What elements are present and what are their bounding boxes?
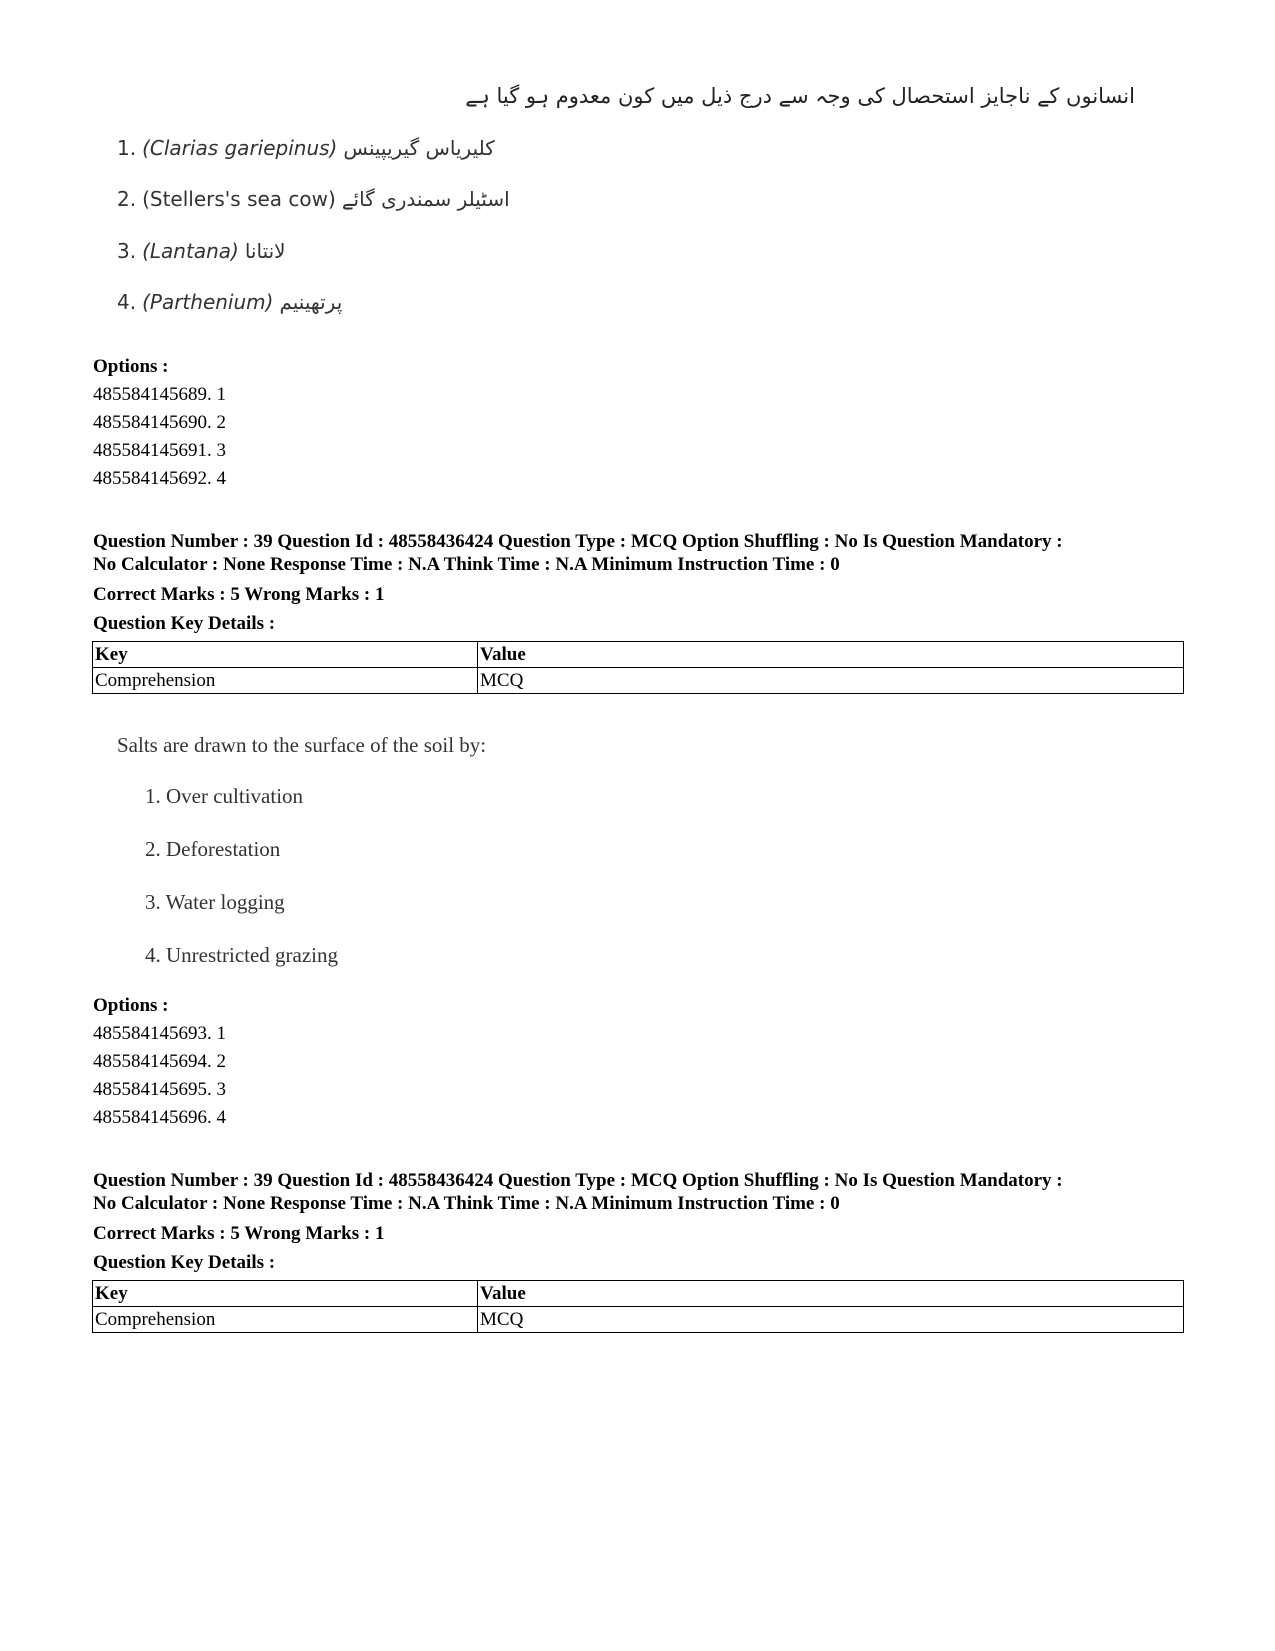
table-cell-key: Comprehension — [93, 668, 478, 694]
question-b-options-label: Options : — [93, 995, 169, 1016]
question-a-option-1: 485584145689. 1 — [93, 384, 226, 405]
question-a-item-3: 3. (Lantana) لانتانا — [117, 239, 286, 263]
table-cell-key: Comprehension — [93, 1307, 478, 1333]
table-header-key: Key — [93, 642, 478, 668]
question-b-marks: Correct Marks : 5 Wrong Marks : 1 — [93, 584, 385, 605]
question-b-item-4: 4. Unrestricted grazing — [145, 943, 339, 967]
question-b-item-2: 2. Deforestation — [145, 837, 281, 861]
question-c-meta — [93, 1169, 1203, 1215]
table-header-row — [93, 1281, 1184, 1307]
question-c-meta-line-1: Question Number : 39 Question Id : 48558436424 Question Type : MCQ Option Shuffling : No Is Question Mandatory : — [93, 1170, 1063, 1191]
question-c-marks: Correct Marks : 5 Wrong Marks : 1 — [93, 1223, 385, 1244]
question-a-item-2: 2. (Stellers's sea cow) اسٹیلر سمندری گائے — [117, 187, 510, 211]
question-b-option-3: 485584145695. 3 — [93, 1079, 226, 1100]
question-a-item-4: 4. (Parthenium) پرتھینیم — [117, 290, 343, 314]
question-b-key-table — [92, 641, 1184, 694]
question-b-option-2: 485584145694. 2 — [93, 1051, 226, 1072]
question-a-urdu-stem: انسانوں کے ناجایز استحصال کی وجہ سے درج ذیل میں کون معدوم ہو گیا ہے — [465, 84, 1135, 108]
question-b-meta — [93, 530, 1203, 576]
question-a-options-label: Options : — [93, 356, 169, 377]
table-header-row — [93, 642, 1184, 668]
table-cell-value: MCQ — [478, 1307, 1184, 1333]
question-c-meta-line-2: No Calculator : None Response Time : N.A Think Time : N.A Minimum Instruction Time : 0 — [93, 1193, 840, 1214]
question-a-option-4: 485584145692. 4 — [93, 468, 226, 489]
question-b-meta-line-2: No Calculator : None Response Time : N.A Think Time : N.A Minimum Instruction Time : 0 — [93, 554, 840, 575]
table-row — [93, 1307, 1184, 1333]
question-b-option-4: 485584145696. 4 — [93, 1107, 226, 1128]
table-header-key: Key — [93, 1281, 478, 1307]
question-b-item-1: 1. Over cultivation — [145, 784, 304, 808]
table-header-value: Value — [478, 1281, 1184, 1307]
table-header-value: Value — [478, 642, 1184, 668]
question-b-stem: Salts are drawn to the surface of the soil by: — [117, 733, 487, 757]
table-cell-value: MCQ — [478, 668, 1184, 694]
question-b-meta-line-1: Question Number : 39 Question Id : 48558436424 Question Type : MCQ Option Shuffling : No Is Question Mandatory : — [93, 531, 1063, 552]
question-b-option-1: 485584145693. 1 — [93, 1023, 226, 1044]
question-a-item-1: 1. (Clarias gariepinus) کلیریاس گیریپینس — [117, 136, 495, 160]
question-c-key-table — [92, 1280, 1184, 1333]
table-row — [93, 668, 1184, 694]
question-b-item-3: 3. Water logging — [145, 890, 285, 914]
question-c-key-details-label: Question Key Details : — [93, 1252, 276, 1273]
question-a-option-2: 485584145690. 2 — [93, 412, 226, 433]
question-b-key-details-label: Question Key Details : — [93, 613, 276, 634]
question-a-option-3: 485584145691. 3 — [93, 440, 226, 461]
